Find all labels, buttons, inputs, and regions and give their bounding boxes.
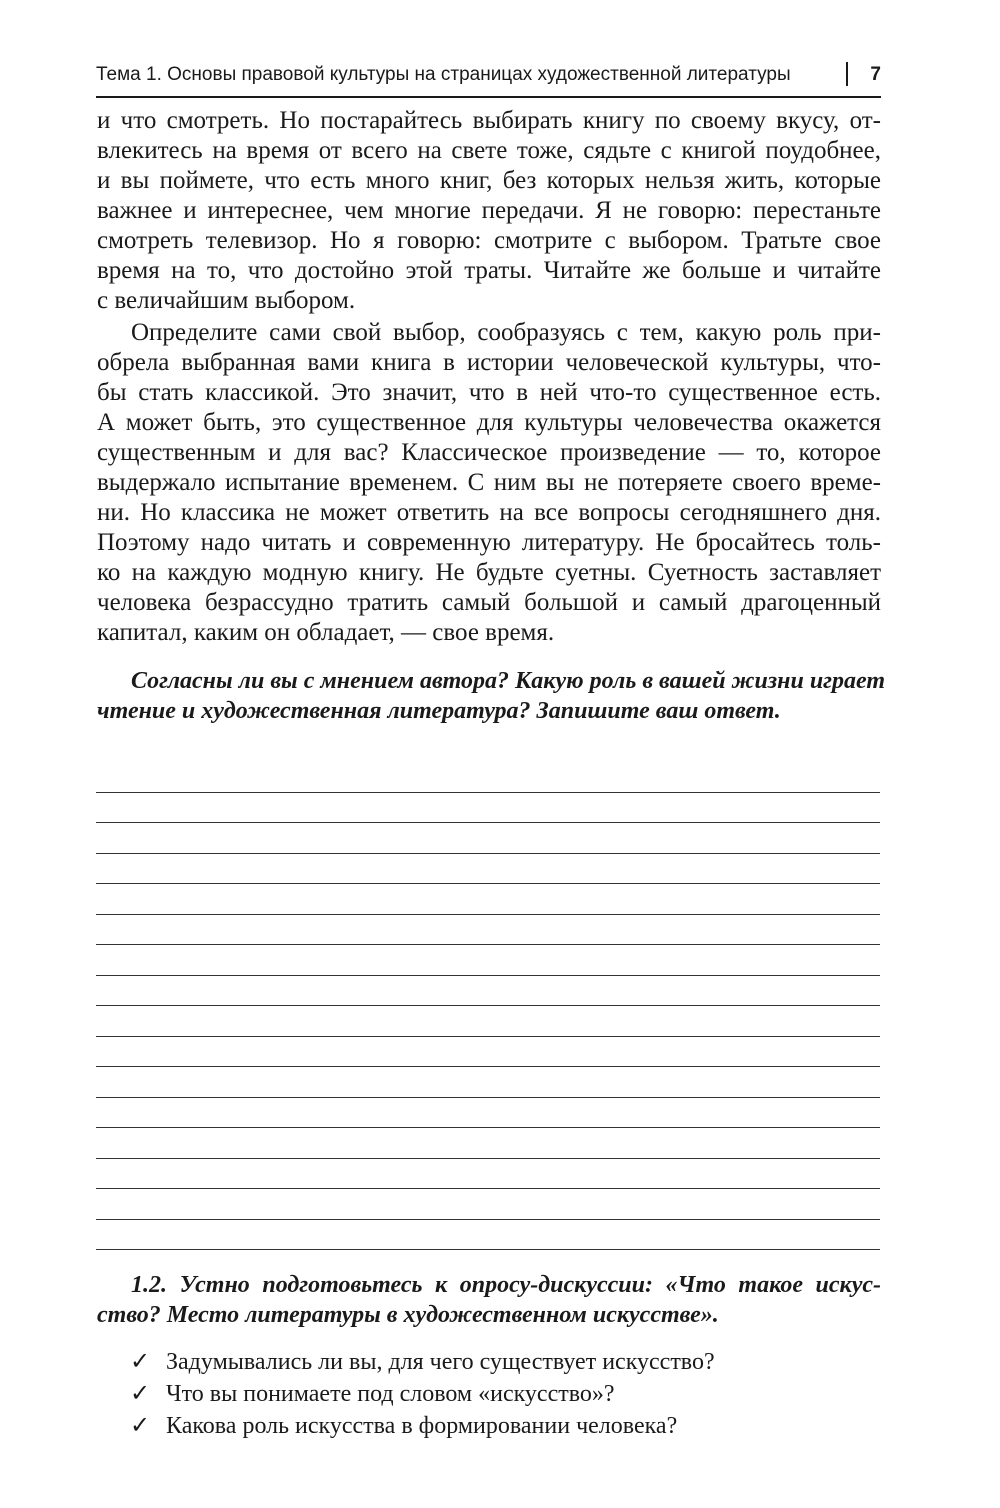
answer-line [96, 1220, 880, 1251]
page-number: 7 [870, 64, 881, 85]
answer-line [96, 1006, 880, 1037]
text-line: влекитесь на время от всего на свете тоже, сядьте с книгой поудобнее, [97, 137, 881, 164]
answer-line [96, 976, 880, 1007]
list-item-text: Что вы понимаете под словом «искусство»? [166, 1381, 615, 1407]
text-line: капитал, каким он обладает, — свое время. [97, 619, 555, 646]
header-title: Тема 1. Основы правовой культуры на страницах художественной литературы [96, 64, 791, 85]
text-line: бы стать классикой. Это значит, что в ней что-то существенное есть. [97, 379, 881, 406]
answer-line [96, 1128, 880, 1159]
text-line: Поэтому надо читать и современную литературу. Не бросайтесь толь- [97, 529, 881, 556]
paragraph-2 [97, 318, 881, 648]
answer-writing-area[interactable] [96, 762, 880, 1250]
header-separator [846, 62, 848, 86]
list-item-text: Какова роль искусства в формировании человека? [166, 1413, 678, 1439]
answer-line [96, 762, 880, 793]
question-line: Согласны ли вы с мнением автора? Какую роль в вашей жизни играет [131, 668, 886, 694]
answer-line [96, 1098, 880, 1129]
answer-line [96, 915, 880, 946]
task-1-2 [97, 1270, 881, 1330]
text-line: важнее и интереснее, чем многие передачи. Я не говорю: перестаньте [97, 197, 881, 224]
answer-line [96, 945, 880, 976]
answer-line [96, 1067, 880, 1098]
checkmark-icon: ✓ [130, 1381, 151, 1407]
answer-line [96, 1037, 880, 1068]
text-line: ни. Но классика не может ответить на все вопросы сегодняшнего дня. [97, 499, 881, 526]
answer-line [96, 793, 880, 824]
question-line: чтение и художественная литература? Запишите ваш ответ. [97, 698, 781, 724]
text-line: Определите сами свой выбор, сообразуясь с тем, какую роль при- [131, 319, 881, 346]
answer-line [96, 1159, 880, 1190]
paragraph-1 [97, 106, 881, 316]
list-item [130, 1410, 850, 1442]
answer-line [96, 1189, 880, 1220]
checkmark-icon: ✓ [130, 1349, 151, 1375]
text-line: и вы поймете, что есть много книг, без которых нельзя жить, которые [97, 167, 881, 194]
running-header [96, 60, 881, 98]
answer-line [96, 884, 880, 915]
task-line: 1.2. Устно подготовьтесь к опросу-дискуссии: «Что такое искус- [131, 1272, 881, 1298]
text-line: и что смотреть. Но постарайтесь выбирать книгу по своему вкусу, от- [97, 107, 881, 134]
text-line: А может быть, это существенное для культуры человечества окажется [97, 409, 881, 436]
text-line: ко на каждую модную книгу. Не будьте суетны. Суетность заставляет [97, 559, 881, 586]
list-item [130, 1346, 850, 1378]
checkmark-icon: ✓ [130, 1413, 151, 1439]
answer-line [96, 854, 880, 885]
text-line: человека безрассудно тратить самый большой и самый драгоценный [97, 589, 881, 616]
list-item [130, 1378, 850, 1410]
text-line: выдержало испытание временем. С ним вы не потеряете своего време- [97, 469, 881, 496]
text-line: существенным и для вас? Классическое произведение — то, которое [97, 439, 881, 466]
text-line: время на то, что достойно этой траты. Читайте же больше и читайте [97, 257, 881, 284]
list-item-text: Задумывались ли вы, для чего существует искусство? [166, 1349, 715, 1375]
answer-line [96, 823, 880, 854]
text-line: обрела выбранная вами книга в истории человеческой культуры, что- [97, 349, 881, 376]
text-line: смотреть телевизор. Но я говорю: смотрите с выбором. Тратьте свое [97, 227, 881, 254]
task-line: ство? Место литературы в художественном искусстве». [97, 1302, 719, 1328]
discussion-questions [130, 1346, 850, 1442]
question-prompt [97, 666, 886, 726]
text-line: с величайшим выбором. [97, 287, 356, 314]
